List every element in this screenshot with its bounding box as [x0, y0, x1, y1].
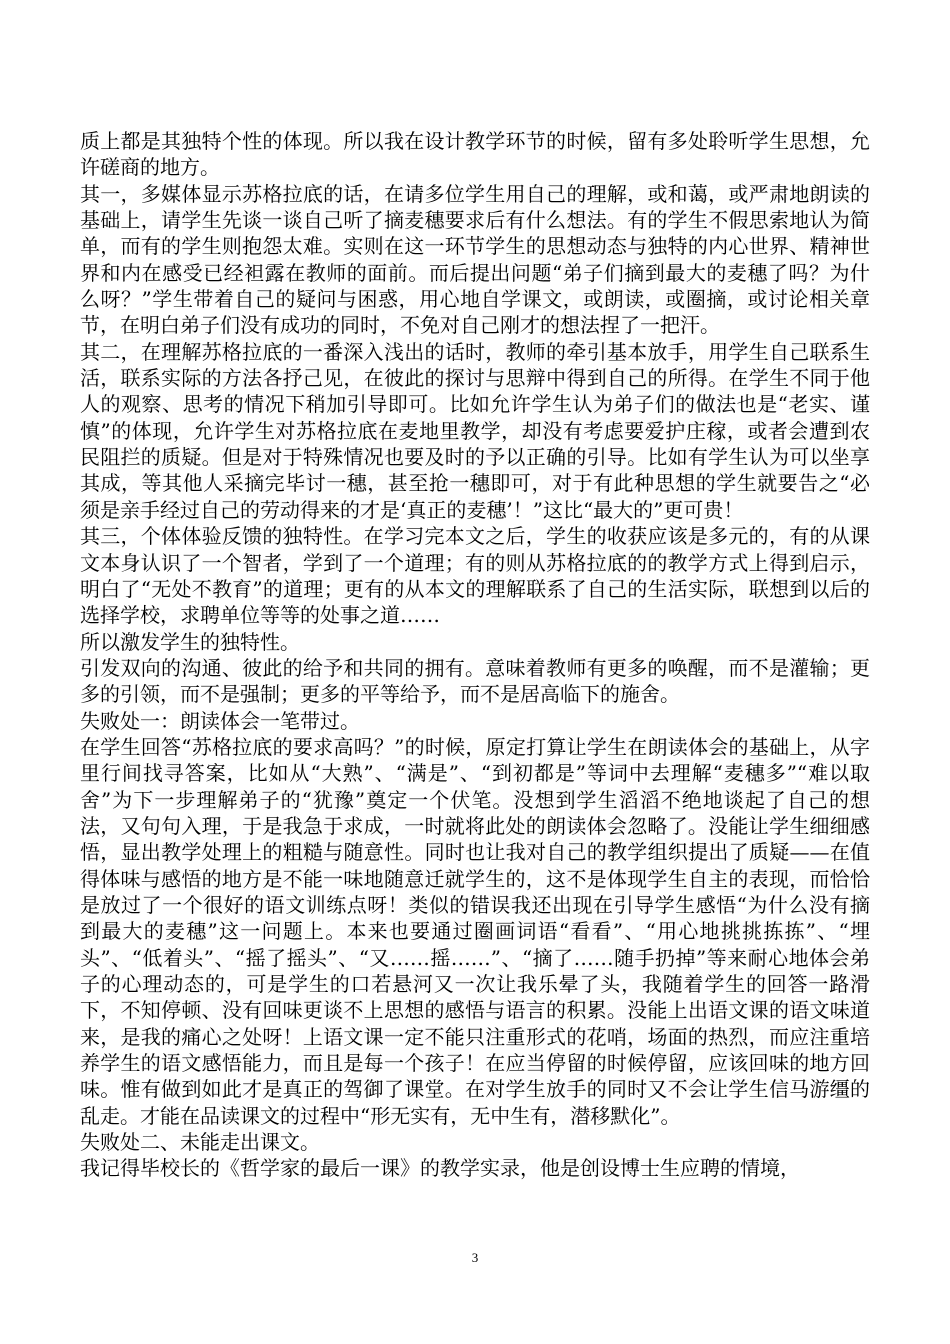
paragraph-communication: 引发双向的沟通、彼此的给予和共同的拥有。意味着教师有更多的唤醒，而不是灌输；更多的引领，而不是强制；更多的平等给予，而不是居高临下的施舍。 [80, 655, 870, 707]
paragraph-point-two: 其二，在理解苏格拉底的一番深入浅出的话时，教师的牵引基本放手，用学生自己联系生活，联系实际的方法各抒己见，在彼此的探讨与思辩中得到自己的所得。在学生不同于他人的观察、思考的情况下稍加引导即可。比如允许学生认为弟子们的做法也是“老实、谨慎”的体现，允许学生对苏格拉底在麦地里教学，却没有考虑要爱护庄稼，或者会遭到农民阻拦的质疑。但是对于特殊情况也要及时的予以正确的引导。比如有学生认为可以坐享其成，等其他人采摘完毕讨一穗，甚至抢一穗即可，对于有此种思想的学生就要告之“必须是亲手经过自己的劳动得来的才是‘真正的麦穗’！”这比“最大的”更可贵！ [80, 339, 870, 522]
paragraph-intro-continued: 质上都是其独特个性的体现。所以我在设计教学环节的时候，留有多处聆听学生思想，允许磋商的地方。 [80, 129, 870, 180]
paragraph-summary: 所以激发学生的独特性。 [80, 629, 300, 654]
paragraph-failure-two: 我记得毕校长的《哲学家的最后一课》的教学实录，他是创设博士生应聘的情境， [80, 1156, 800, 1181]
paragraph-point-three: 其三，个体体验反馈的独特性。在学习完本文之后，学生的收获应该是多元的，有的从课文本身认识了一个智者，学到了一个道理；有的则从苏格拉底的的教学方式上得到启示，明白了“无处不教育”的道理；更有的从本文的理解联系了自己的生活实际，联想到以后的选择学校，求聘单位等等的处事之道…… [80, 524, 870, 628]
paragraph-point-one: 其一，多媒体显示苏格拉底的话，在请多位学生用自己的理解，或和蔼，或严肃地朗读的基础上，请学生先谈一谈自己听了摘麦穗要求后有什么想法。有的学生不假思索地认为简单，而有的学生则抱怨太难。实则在这一环节学生的思想动态与独特的内心世界、精神世界和内在感受已经袒露在教师的面前。而后提出问题“弟子们摘到最大的麦穗了吗？为什么呀？”学生带着自己的疑问与困惑，用心地自学课文，或朗读，或圈摘，或讨论相关章节，在明白弟子们没有成功的同时，不免对自己刚才的想法捏了一把汗。 [80, 181, 870, 338]
page-number: 3 [471, 1250, 479, 1265]
paragraph-failure-one: 在学生回答“苏格拉底的要求高吗？”的时候，原定打算让学生在朗读体会的基础上，从字里行间找寻答案，比如从“大熟”、“满是”、“到初都是”等词中去理解“麦穗多”“难以取舍”为下一步理解弟子的“犹豫”奠定一个伏笔。没想到学生滔滔不绝地谈起了自己的想法，又句句入理，于是我急于求成，一时就将此处的朗读体会忽略了。没能让学生细细感悟，显出教学处理上的粗糙与随意性。同时也让我对自己的教学组织提出了质疑——在值得体味与感悟的地方是不能一味地随意迁就学生的，这不是体现学生自主的表现，而恰恰是放过了一个很好的语文训练点呀！类似的错误我还出现在引导学生感悟“为什么没有摘到最大的麦穗”这一问题上。本来也要通过圈画词语“看看”、“用心地挑挑拣拣”、“埋头”、“低着头”、“摇了摇头”、“又……摇……”、“摘了……随手扔掉”等来耐心地体会弟子的心理动态的，可是学生的口若悬河又一次让我乐晕了头，我随着学生的回答一路滑下，不知停顿、没有回味更谈不上思想的感悟与语言的积累。没能上出语文课的语文味道来，是我的痛心之处呀！上语文课一定不能只注重形式的花哨，场面的热烈，而应注重培养学生的语文感悟能力，而且是每一个孩子！在应当停留的时候停留，应该回味的地方回味。惟有做到如此才是真正的驾御了课堂。在对学生放手的同时又不会让学生信马游缰的乱走。才能在品读课文的过程中“形无实有，无中生有，潜移默化”。 [80, 734, 870, 1128]
heading-failure-two: 失败处二、未能走出课文。 [80, 1130, 320, 1155]
document-body [80, 128, 870, 1182]
heading-failure-one: 失败处一：朗读体会一笔带过。 [80, 708, 360, 733]
